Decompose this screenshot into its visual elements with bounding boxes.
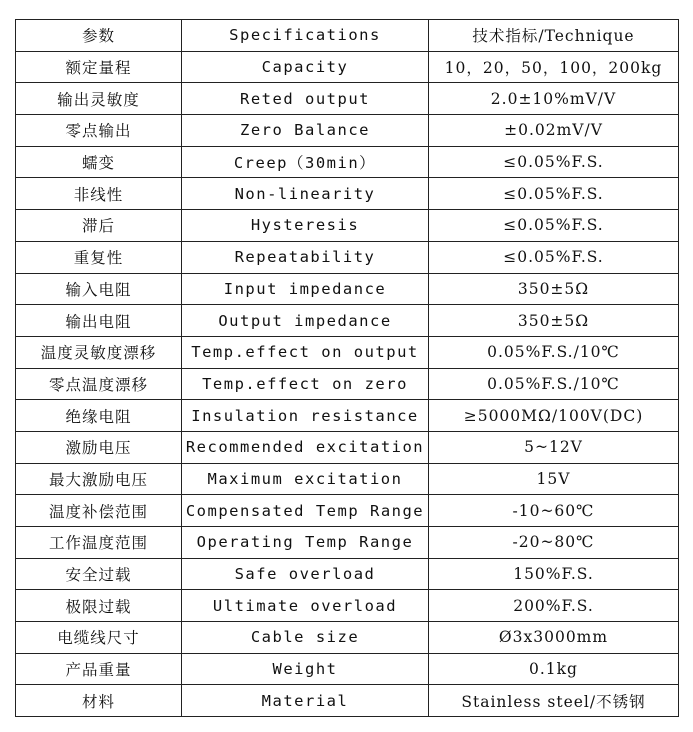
param-cn-cell: 重复性 bbox=[16, 241, 182, 273]
param-value-cell: ≤0.05%F.S. bbox=[429, 241, 679, 273]
param-cn-cell: 最大激励电压 bbox=[16, 463, 182, 495]
param-value-cell: ≤0.05%F.S. bbox=[429, 146, 679, 178]
table-row bbox=[16, 400, 679, 432]
param-cn-cell: 蠕变 bbox=[16, 146, 182, 178]
param-value-cell: 350±5Ω bbox=[429, 305, 679, 337]
param-en-cell: Repeatability bbox=[182, 241, 429, 273]
param-cn-cell: 极限过载 bbox=[16, 590, 182, 622]
param-value-cell: -10~60℃ bbox=[429, 495, 679, 527]
param-value-cell: Stainless steel/不锈钢 bbox=[429, 685, 679, 717]
param-cn-cell: 额定量程 bbox=[16, 51, 182, 83]
table-row bbox=[16, 241, 679, 273]
param-en-cell: Temp.effect on output bbox=[182, 336, 429, 368]
table-row bbox=[16, 685, 679, 717]
param-value-cell: 10，20，50，100，200kg bbox=[429, 51, 679, 83]
param-cn-cell: 输入电阻 bbox=[16, 273, 182, 305]
param-value-cell: ≤0.05%F.S. bbox=[429, 210, 679, 242]
param-value-cell: 15V bbox=[429, 463, 679, 495]
param-value-cell: 150%F.S. bbox=[429, 558, 679, 590]
param-en-cell: Creep（30min） bbox=[182, 146, 429, 178]
table-row bbox=[16, 368, 679, 400]
table-row bbox=[16, 336, 679, 368]
param-en-cell: Cable size bbox=[182, 622, 429, 654]
table-row bbox=[16, 558, 679, 590]
param-cn-cell: 安全过载 bbox=[16, 558, 182, 590]
param-cn-cell: 电缆线尺寸 bbox=[16, 622, 182, 654]
param-value-cell: ≤0.05%F.S. bbox=[429, 178, 679, 210]
table-row bbox=[16, 273, 679, 305]
param-en-cell: Operating Temp Range bbox=[182, 527, 429, 559]
param-en-cell: Weight bbox=[182, 653, 429, 685]
table-row bbox=[16, 622, 679, 654]
table-row bbox=[16, 146, 679, 178]
param-value-cell: 5~12V bbox=[429, 431, 679, 463]
param-cn-cell: 激励电压 bbox=[16, 431, 182, 463]
param-cn-cell: 零点温度漂移 bbox=[16, 368, 182, 400]
param-en-cell: Compensated Temp Range bbox=[182, 495, 429, 527]
param-en-cell: Capacity bbox=[182, 51, 429, 83]
header-cn-cell: 参数 bbox=[16, 20, 182, 52]
param-value-cell: ≥5000MΩ/100V(DC) bbox=[429, 400, 679, 432]
param-cn-cell: 输出灵敏度 bbox=[16, 83, 182, 115]
param-en-cell: Temp.effect on zero bbox=[182, 368, 429, 400]
specifications-table-body bbox=[16, 20, 679, 717]
param-value-cell: Ø3x3000mm bbox=[429, 622, 679, 654]
header-en-cell: Specifications bbox=[182, 20, 429, 52]
param-value-cell: 0.05%F.S./10℃ bbox=[429, 336, 679, 368]
table-row bbox=[16, 178, 679, 210]
param-cn-cell: 工作温度范围 bbox=[16, 527, 182, 559]
param-en-cell: Output impedance bbox=[182, 305, 429, 337]
table-header-row bbox=[16, 20, 679, 52]
table-row bbox=[16, 51, 679, 83]
param-value-cell: -20~80℃ bbox=[429, 527, 679, 559]
param-en-cell: Recommended excitation bbox=[182, 431, 429, 463]
param-value-cell: 350±5Ω bbox=[429, 273, 679, 305]
param-cn-cell: 零点输出 bbox=[16, 115, 182, 147]
param-en-cell: Insulation resistance bbox=[182, 400, 429, 432]
param-cn-cell: 温度补偿范围 bbox=[16, 495, 182, 527]
table-row bbox=[16, 210, 679, 242]
table-row bbox=[16, 115, 679, 147]
param-value-cell: ±0.02mV/V bbox=[429, 115, 679, 147]
param-cn-cell: 温度灵敏度漂移 bbox=[16, 336, 182, 368]
param-en-cell: Material bbox=[182, 685, 429, 717]
param-cn-cell: 产品重量 bbox=[16, 653, 182, 685]
table-row bbox=[16, 590, 679, 622]
param-value-cell: 2.0±10%mV/V bbox=[429, 83, 679, 115]
table-row bbox=[16, 653, 679, 685]
param-en-cell: Non-linearity bbox=[182, 178, 429, 210]
param-cn-cell: 滞后 bbox=[16, 210, 182, 242]
param-value-cell: 0.05%F.S./10℃ bbox=[429, 368, 679, 400]
param-en-cell: Ultimate overload bbox=[182, 590, 429, 622]
table-row bbox=[16, 305, 679, 337]
param-value-cell: 200%F.S. bbox=[429, 590, 679, 622]
param-en-cell: Safe overload bbox=[182, 558, 429, 590]
table-row bbox=[16, 527, 679, 559]
param-en-cell: Input impedance bbox=[182, 273, 429, 305]
param-en-cell: Maximum excitation bbox=[182, 463, 429, 495]
param-en-cell: Reted output bbox=[182, 83, 429, 115]
param-cn-cell: 非线性 bbox=[16, 178, 182, 210]
param-cn-cell: 绝缘电阻 bbox=[16, 400, 182, 432]
param-en-cell: Hysteresis bbox=[182, 210, 429, 242]
param-en-cell: Zero Balance bbox=[182, 115, 429, 147]
header-value-cell: 技术指标/Technique bbox=[429, 20, 679, 52]
table-row bbox=[16, 463, 679, 495]
specifications-table bbox=[15, 19, 679, 717]
param-cn-cell: 输出电阻 bbox=[16, 305, 182, 337]
param-value-cell: 0.1kg bbox=[429, 653, 679, 685]
table-row bbox=[16, 431, 679, 463]
table-row bbox=[16, 83, 679, 115]
table-row bbox=[16, 495, 679, 527]
param-cn-cell: 材料 bbox=[16, 685, 182, 717]
